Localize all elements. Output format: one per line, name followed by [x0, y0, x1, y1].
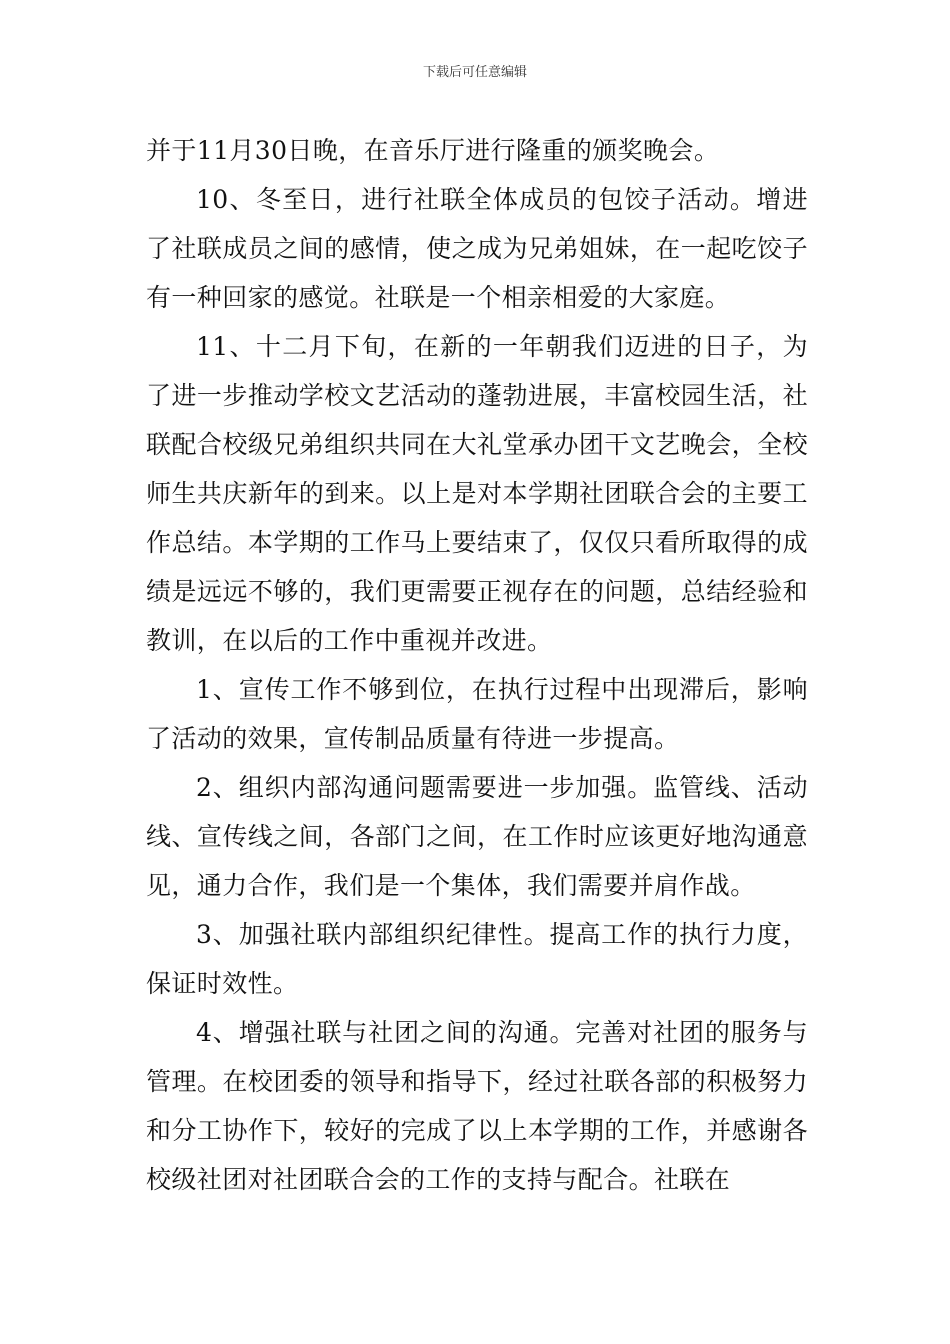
- page-header: 下载后可任意编辑: [422, 65, 527, 80]
- paragraph-item-10: 10、冬至日，进行社联全体成员的包饺子活动。增进了社联成员之间的感情，使之成为兄弟姐妹，在一起吃饺子有一种回家的感觉。社联是一个相亲相爱的大家庭。: [146, 185, 808, 312]
- paragraph-issue-2: 2、组织内部沟通问题需要进一步加强。监管线、活动线、宣传线之间，各部门之间，在工作时应该更好地沟通意见，通力合作，我们是一个集体，我们需要并肩作战。: [146, 773, 808, 900]
- paragraph-issue-4: 4、增强社联与社团之间的沟通。完善对社团的服务与管理。在校团委的领导和指导下，经过社联各部的积极努力和分工协作下，较好的完成了以上本学期的工作，并感谢各校级社团对社团联合会的工作的支持与配合。社联在: [146, 1018, 808, 1194]
- paragraph-award-evening: 并于11月30日晚，在音乐厅进行隆重的颁奖晚会。: [146, 136, 720, 165]
- paragraph-item-11: 11、十二月下旬，在新的一年朝我们迈进的日子，为了进一步推动学校文艺活动的蓬勃进展，丰富校园生活，社联配合校级兄弟组织共同在大礼堂承办团干文艺晚会，全校师生共庆新年的到来。以上是对本学期社团联合会的主要工作总结。本学期的工作马上要结束了，仅仅只看所取得的成绩是远远不够的，我们更需要正视存在的问题，总结经验和教训，在以后的工作中重视并改进。: [146, 332, 808, 655]
- body-text: [146, 126, 808, 1204]
- paragraph-issue-1: 1、宣传工作不够到位，在执行过程中出现滞后，影响了活动的效果，宣传制品质量有待进一步提高。: [146, 675, 808, 753]
- paragraph-issue-3: 3、加强社联内部组织纪律性。提高工作的执行力度，保证时效性。: [146, 920, 808, 998]
